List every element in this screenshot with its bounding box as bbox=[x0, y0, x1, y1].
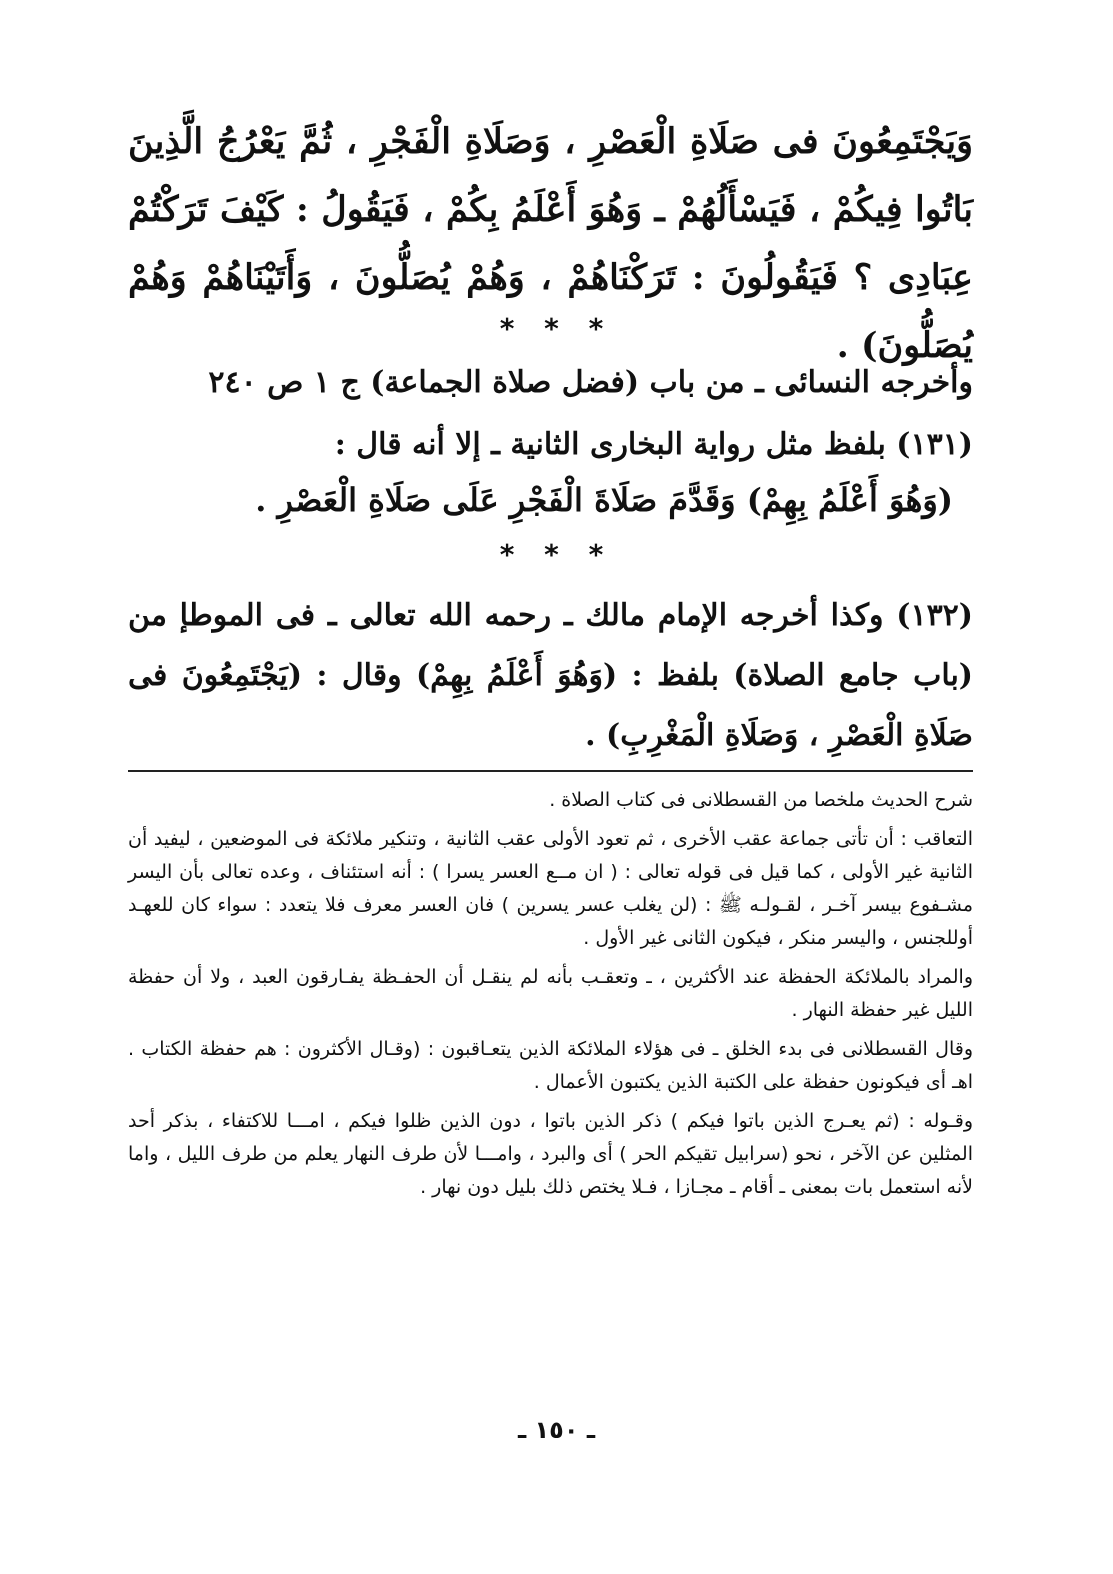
reference-131: (١٣١) بلفظ مثل رواية البخارى الثانية ـ إلا أنه قال : bbox=[334, 427, 973, 462]
footnotes bbox=[128, 784, 973, 1210]
footnote-paragraph: التعاقب : أن تأتى جماعة عقب الأخرى ، ثم تعود الأولى عقب الثانية ، وتنكير ملائكة فى الموضعين ، ليفيد أن الثانية غير الأولى ، كما قيل فى قوله تعالى : ( ان مــع العسر يسرا ) : أنه استئناف ، وعده تعالى بأن اليسر مشـفوع بيسر آخـر ، لقـولـه ﷺ : (لن يغلب عسر يسرين ) فان العسر معرف فلا يتعدد : سواء كان للعهـد أوللجنس ، واليسر منكر ، فيكون الثانى غير الأول . bbox=[128, 828, 973, 949]
footnote-paragraph: والمراد بالملائكة الحفظة عند الأكثرين ، ـ وتعقـب بأنه لم ينقـل أن الحفـظة يفـارقون العبد ، ولا أن حفظة الليل غير حفظة النهار . bbox=[128, 966, 973, 1021]
hadith-text: وَيَجْتَمِعُونَ فى صَلَاةِ الْعَصْرِ ، وَصَلَاةِ الْفَجْرِ ، ثُمَّ يَعْرُجُ الَّذِينَ بَاتُوا فِيكُمْ ، فَيَسْأَلُهُمْ ـ وَهُوَ أَعْلَمُ بِكُمْ ، فَيَقُولُ : كَيْفَ تَرَكْتُمْ عِبَادِى ؟ فَيَقُولُونَ : تَرَكْنَاهُمْ ، وَهُمْ يُصَلُّونَ ، وَأَتَيْنَاهُمْ وَهُمْ يُصَلُّونَ) . bbox=[128, 121, 973, 366]
reference-nasai: وأخرجه النسائى ـ من باب (فضل صلاة الجماعة) ج ١ ص ٢٤٠ bbox=[208, 365, 973, 400]
reference-131-quote: (وَهُوَ أَعْلَمُ بِهِمْ) وَقَدَّمَ صَلَاةَ الْفَجْرِ عَلَى صَلَاةِ الْعَصْرِ . bbox=[255, 481, 953, 519]
reference-132: (١٣٢) وكذا أخرجه الإمام مالك ـ رحمه الله تعالى ـ فى الموطإ من (باب جامع الصلاة) بلفظ : (وَهُوَ أَعْلَمُ بِهِمْ) وقال : (يَجْتَمِعُونَ فى صَلَاةِ الْعَصْرِ ، وَصَلَاةِ الْمَغْرِبِ) . bbox=[128, 598, 973, 753]
separator-stars: * * * bbox=[499, 312, 614, 345]
footnote-paragraph: وقـوله : (ثم يعـرج الذين باتوا فيكم ) ذكر الذين باتوا ، دون الذين ظلوا فيكم ، امـــا للاكتفاء ، بذكر أحد المثلين عن الآخر ، نحو (سرابيل تقيكم الحر ) أى والبرد ، وامـــا لأن طرف النهار يعلم من طرف الليل ، واما لأنه استعمل بات بمعنى ـ أقام ـ مجـازا ، فـلا يختص ذلك بليل دون نهار . bbox=[128, 1110, 973, 1198]
footnote-paragraph: شرح الحديث ملخصا من القسطلانى فى كتاب الصلاة . bbox=[549, 789, 973, 811]
footnote-paragraph: وقال القسطلانى فى بدء الخلق ـ فى هؤلاء الملائكة الذين يتعـاقبون : (وقـال الأكثرون : هم حفظة الكتاب . اهـ أى فيكونون حفظة على الكتبة الذين يكتبون الأعمال . bbox=[128, 1038, 973, 1093]
page-number: ـ ١٥٠ ـ bbox=[517, 1416, 596, 1444]
footnote-divider bbox=[128, 770, 973, 772]
separator-stars: * * * bbox=[499, 538, 614, 571]
